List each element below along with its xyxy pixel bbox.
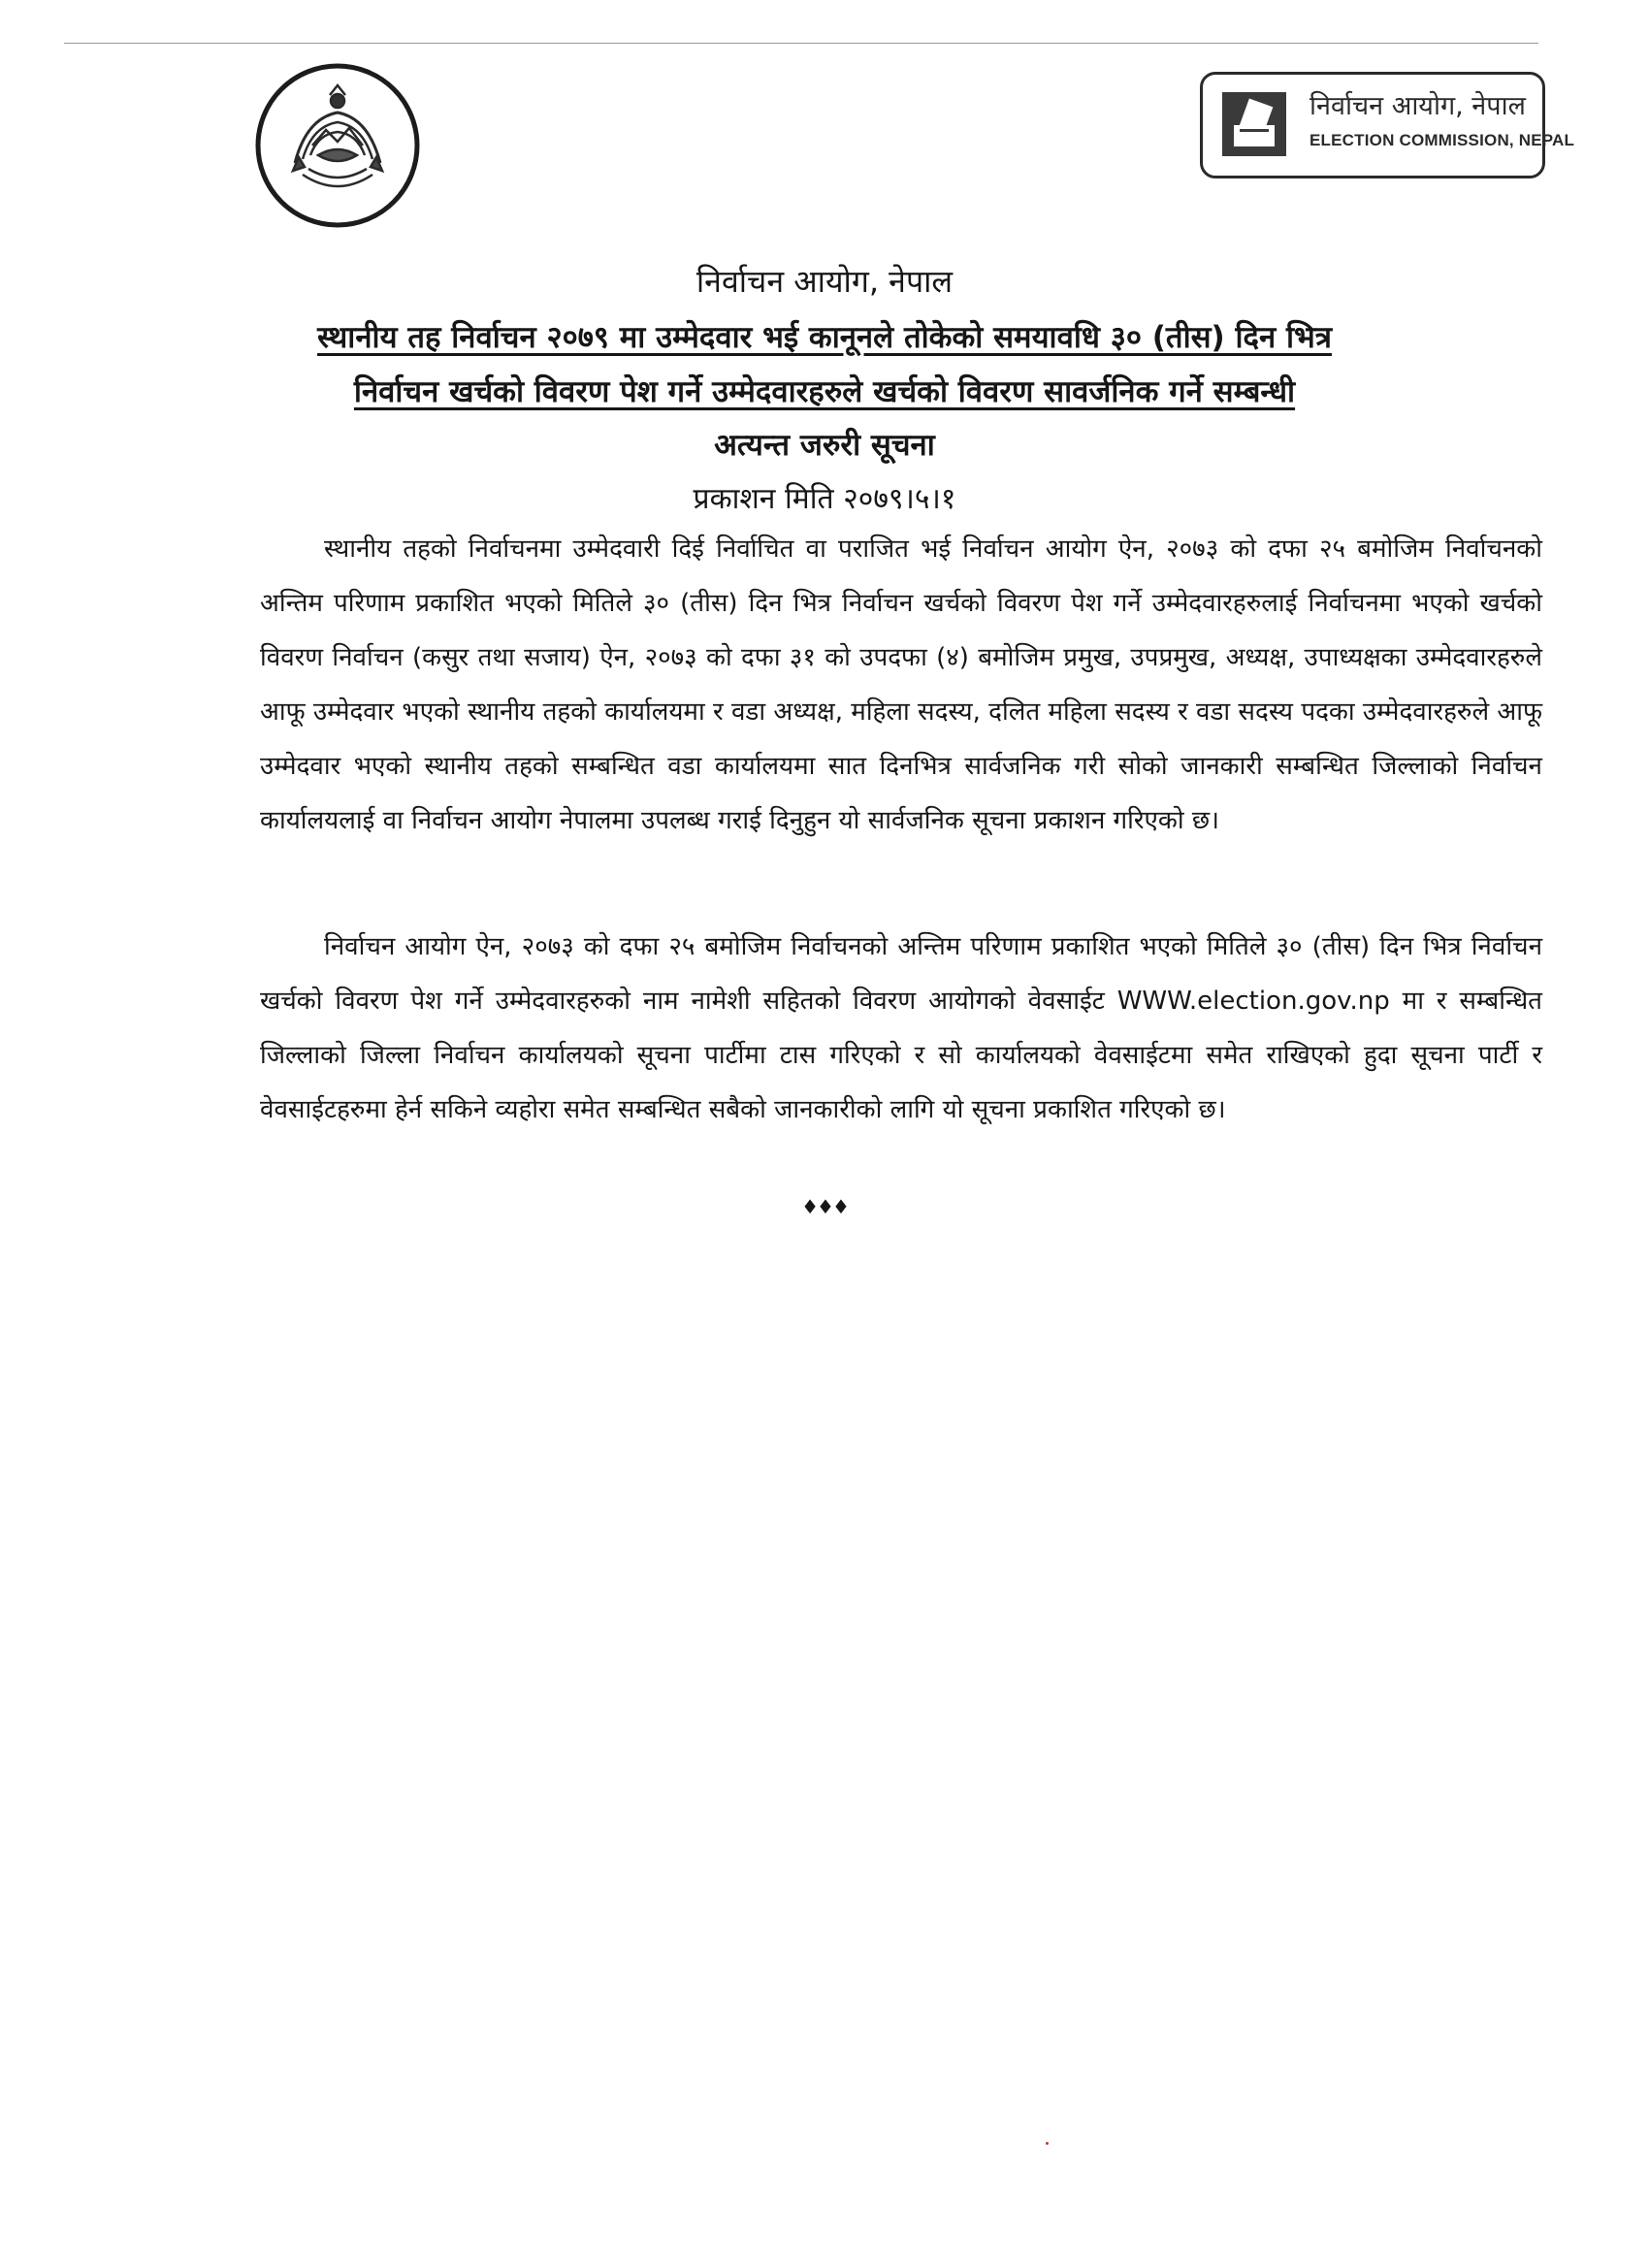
- organization-title: निर्वाचन आयोग, नेपाल: [695, 263, 954, 300]
- scan-speck: [1046, 2142, 1049, 2145]
- subject-line-2: निर्वाचन खर्चको विवरण पेश गर्ने उम्मेदवारहरुले खर्चको विवरण सावर्जनिक गर्ने सम्बन्धी: [353, 374, 1296, 409]
- scan-edge-line: [64, 43, 1538, 44]
- election-commission-logo: [1200, 72, 1575, 178]
- subject-line-1: स्थानीय तह निर्वाचन २०७९ मा उम्मेदवार भई कानूनले तोकेको समयावधि ३० (तीस) दिन भित्र: [317, 320, 1332, 355]
- logo-title-nepali: निर्वाचन आयोग, नेपाल: [1310, 91, 1526, 121]
- ballot-box-icon: [1222, 92, 1286, 156]
- body-paragraph-2: निर्वाचन आयोग ऐन, २०७३ को दफा २५ बमोजिम निर्वाचनको अन्तिम परिणाम प्रकाशित भएको मितिले ३० (तीस) दिन भित्र निर्वाचन खर्चको विवरण पेश गर्ने उम्मेदवारहरुको नाम नामेशी सहितको विवरण आयोगको वेवसाईट WWW.election.gov.np मा र सम्बन्धित जिल्लाको जिल्ला निर्वाचन कार्यालयको सूचना पार्टीमा टास गरिएको र सो कार्यालयको वेवसाईटमा समेत राखिएको हुदा सूचना पार्टी र वेवसाईटहरुमा हेर्न सकिने व्यहोरा समेत सम्बन्धित सबैको जानकारीको लागि यो सूचना प्रकाशित गरिएको छ।: [260, 932, 1542, 1124]
- notice-type: अत्यन्त जरुरी सूचना: [714, 428, 935, 463]
- logo-title-english: ELECTION COMMISSION, NEPAL: [1310, 131, 1575, 149]
- publication-date: प्रकाशन मिति २०७९।५।१: [693, 482, 956, 516]
- end-of-notice-mark: ♦♦♦: [801, 1195, 848, 1218]
- body-paragraph-1: स्थानीय तहको निर्वाचनमा उम्मेदवारी दिई निर्वाचित वा पराजित भई निर्वाचन आयोग ऐन, २०७३ को दफा २५ बमोजिम निर्वाचनको अन्तिम परिणाम प्रकाशित भएको मितिले ३० (तीस) दिन भित्र निर्वाचन खर्चको विवरण पेश गर्ने उम्मेदवारहरुलाई निर्वाचनमा भएको खर्चको विवरण निर्वाचन (कसुर तथा सजाय) ऐन, २०७३ को दफा ३१ को उपदफा (४) बमोजिम प्रमुख, उपप्रमुख, अध्यक्ष, उपाध्यक्षका उम्मेदवारहरुले आफू उम्मेदवार भएको स्थानीय तहको कार्यालयमा र वडा अध्यक्ष, महिला सदस्य, दलित महिला सदस्य र वडा सदस्य पदका उम्मेदवारहरुले आफू उम्मेदवार भएको स्थानीय तहको सम्बन्धित वडा कार्यालयमा सात दिनभित्र सार्वजनिक गरी सोको जानकारी सम्बन्धित जिल्लाको निर्वाचन कार्यालयलाई वा निर्वाचन आयोग नेपालमा उपलब्ध गराई दिनुहुन यो सार्वजनिक सूचना प्रकाशन गरिएको छ।: [260, 535, 1542, 835]
- nepal-government-emblem-icon: [254, 62, 421, 229]
